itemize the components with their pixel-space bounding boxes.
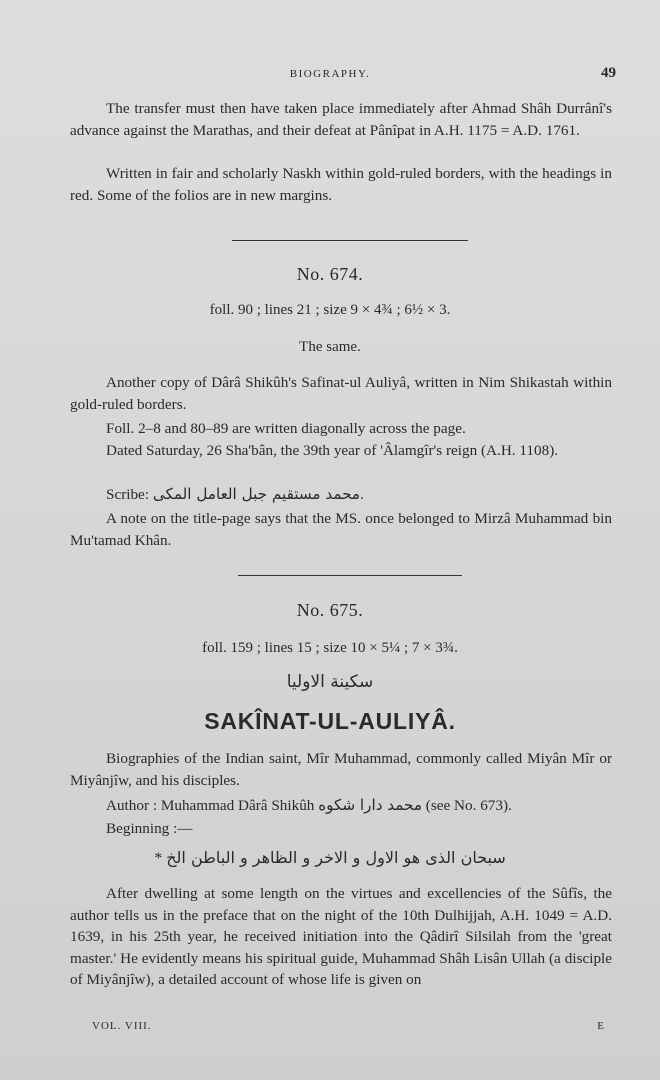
- section-divider-2: [238, 575, 462, 576]
- author-reference: (see No. 673).: [425, 797, 512, 814]
- beginning-asterisk: *: [154, 850, 163, 867]
- entry-675-paragraph-last: After dwelling at some length on the virtues and excellencies of the Sûfîs, the author tells us in the preface that on the night of the 10th Dulhijjah, A.H. 1049 = A.D. 1639, in his 25th year, he received initiation into the Qâdirî Silsilah from the 'great master.' He evidently means his spiritual guide, Muhammad Shâh Lisân Ullah (a disciple of Miyânjîw), a detailed account of whose life is given on: [70, 885, 612, 988]
- entry-675-details: foll. 159 ; lines 15 ; size 10 × 5¼ ; 7 × 3¾.: [202, 640, 458, 656]
- entry-674-number: No. 674.: [296, 264, 364, 284]
- entry-675-beginning-line: [0, 848, 660, 868]
- entry-674-paragraph-1: Another copy of Dârâ Shikûh's Safinat-ul Auliyâ, written in Nim Shikastah within gold-ruled borders.: [70, 374, 612, 413]
- author-name-arabic: محمد دارا شکوه: [318, 796, 422, 814]
- page-number: 49: [601, 65, 616, 81]
- entry-674-same: The same.: [299, 339, 361, 355]
- signature-mark: E: [597, 1020, 604, 1032]
- top-paragraph-2: Written in fair and scholarly Naskh within gold-ruled borders, with the headings in red. Some of the folios are in new margins.: [70, 165, 612, 204]
- top-paragraph-1: The transfer must then have taken place immediately after Ahmad Shâh Durrânî's advance against the Marathas, and their defeat at Pânîpat in A.H. 1175 = A.D. 1761.: [70, 100, 612, 139]
- author-label: Author : Muhammad Dârâ Shikûh: [106, 797, 315, 814]
- entry-674-paragraph-2: Foll. 2–8 and 80–89 are written diagonally across the page.: [106, 420, 466, 437]
- section-divider-1: [232, 240, 468, 241]
- scribe-label: Scribe:: [106, 486, 150, 503]
- entry-675-beginning-label: Beginning :—: [106, 820, 193, 837]
- entry-675-paragraph-1: Biographies of the Indian saint, Mîr Muhammad, commonly called Miyân Mîr or Miyânjîw, and his disciples.: [70, 750, 612, 789]
- entry-674-paragraph-3: Dated Saturday, 26 Sha'bân, the 39th year of 'Âlamgîr's reign (A.H. 1108).: [106, 442, 559, 459]
- entry-674-scribe-line: Scribe: محمد مستقیم جبل العامل المکی.: [106, 485, 364, 503]
- running-header: BIOGRAPHY.: [289, 68, 371, 80]
- entry-675-author-line: [70, 795, 612, 817]
- entry-675-title: SAKÎNAT-UL-AULIYÂ.: [204, 708, 456, 734]
- entry-674-details: foll. 90 ; lines 21 ; size 9 × 4¾ ; 6½ × 3.: [209, 302, 451, 318]
- entry-674-paragraph-5: A note on the title-page says that the MS. once belonged to Mirzâ Muhammad bin Mu'tamad Khân.: [70, 510, 612, 549]
- entry-675-number: No. 675.: [296, 600, 364, 620]
- scribe-name-arabic: محمد مستقیم جبل العامل المکی: [152, 485, 361, 503]
- volume-footer: VOL. VIII.: [92, 1020, 152, 1032]
- beginning-arabic: سبحان الذی هو الاول و الاخر و الظاهر و الباطن الخ: [166, 848, 506, 867]
- entry-675-arabic-title: سکینة الاولیا: [286, 672, 374, 692]
